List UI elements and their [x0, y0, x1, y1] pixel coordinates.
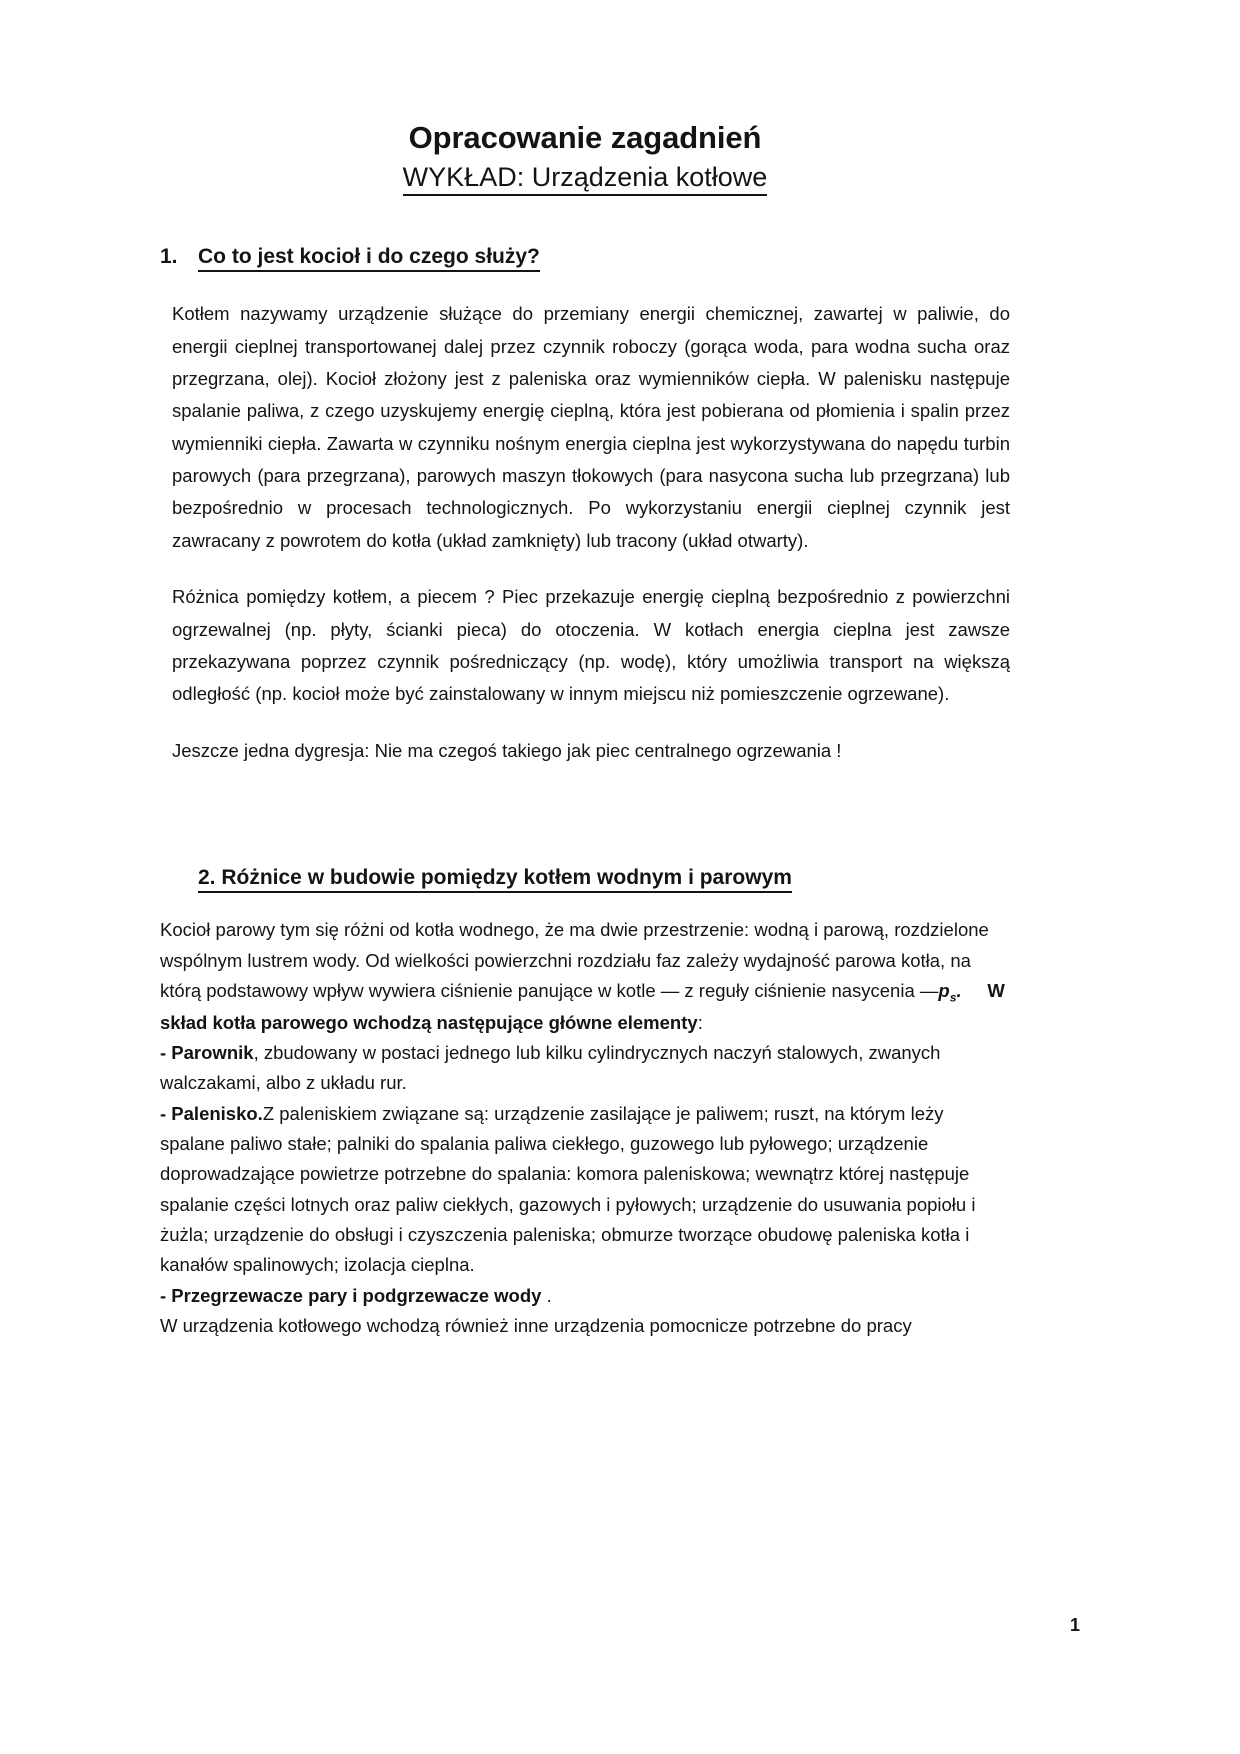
pressure-symbol-period: . — [956, 979, 962, 1001]
section-1-heading — [160, 244, 1010, 272]
pressure-symbol-letter: p — [938, 979, 950, 1001]
list-item-parownik-text: , zbudowany w postaci jednego lub kilku cylindrycznych naczyń stalowych, zwanych walczakami, albo z układu rur. — [160, 1041, 941, 1094]
page-title: Opracowanie zagadnień — [408, 120, 762, 155]
list-item-przegrzewacze-text: . — [541, 1284, 552, 1306]
section-1-paragraph-2: Różnica pomiędzy kotłem, a piecem ? Piec przekazuje energię cieplną bezpośrednio z powierzchni ogrzewalnej (np. płyty, ścianki pieca) do otoczenia. W kotłach energia cieplna jest zawsze przekazywana poprzez czynnik pośredniczący (np. wodę), który umożliwia transport na większą odległość (np. kocioł może być zainstalowany w innym miejscu niż pomieszczenie ogrzewane). — [172, 586, 1010, 705]
page-subtitle: WYKŁAD: Urządzenia kotłowe — [403, 161, 768, 196]
section-spacer — [160, 791, 1010, 865]
pressure-symbol — [938, 979, 962, 1005]
page-subtitle-wrapper — [160, 161, 1010, 196]
section-1-heading-text: Co to jest kocioł i do czego służy? — [198, 244, 540, 272]
section-2-heading — [160, 865, 1010, 893]
section-2-intro-text: Kocioł parowy tym się różni od kotła wodnego, że ma dwie przestrzenie: wodną i parową, rozdzielone wspólnym lustrem wody. Od wielkości powierzchni rozdziału faz zależy wydajność parowa kotła, na którą podstawowy wpływ wywiera ciśnienie panujące w kotle — z reguły ciśnienie nasycenia — — [160, 919, 989, 1001]
section-1-paragraph-1: Kotłem nazywamy urządzenie służące do przemiany energii chemicznej, zawartej w paliwie, do energii cieplnej transportowanej dalej przez czynnik roboczy (gorąca woda, para wodna sucha oraz przegrzana, olej). Kocioł złożony jest z paleniska oraz wymienników ciepła. W palenisku następuje spalanie paliwa, z czego uzyskujemy energię cieplną, która jest pobierana od płomienia i spalin przez wymienniki ciepła. Zawarta w czynniku nośnym energia cieplna jest wykorzystywana do napędu turbin parowych (para przegrzana), parowych maszyn tłokowych (para nasycona sucha lub przegrzana) lub bezpośrednio w procesach technologicznych. Po wykorzystaniu energii cieplnej czynnik jest zawracany z powrotem do kotła (układ zamknięty) lub tracony (układ otwarty). — [172, 303, 1010, 551]
section-2-intro-bold: W skład kotła parowego wchodzą następujące główne elementy — [160, 979, 1005, 1033]
page-number: 1 — [1069, 1615, 1080, 1635]
list-item-parownik-label: - Parownik — [160, 1041, 254, 1063]
pressure-symbol-subscript: s — [949, 990, 957, 1005]
section-2-closing: W urządzenia kotłowego wchodzą również inne urządzenia pomocnicze potrzebne do pracy — [160, 1314, 912, 1336]
list-item-palenisko-text: Z paleniskiem związane są: urządzenie zasilające je paliwem; ruszt, na którym leży spalane paliwo stałe; palniki do spalania paliwa ciekłego, guzowego lub pyłowego; urządzenie doprowadzające powietrze potrzebne do spalania: komora paleniskowa; wewnątrz której następuje spalanie części lotnych oraz paliw ciekłych, gazowych i pyłowych; urządzenie do usuwania popiołu i żużla; urządzenie do obsługi i czyszczenia paleniska; obmurze tworzące obudowę paleniska kotła i kanałów spalinowych; izolacja cieplna. — [160, 1102, 976, 1276]
list-item-parownik — [160, 1038, 1010, 1099]
list-item-przegrzewacze — [160, 1281, 1010, 1311]
section-2-intro-colon: : — [697, 1011, 703, 1033]
section-2-body — [160, 915, 1010, 1341]
section-1-paragraph-3: Jeszcze jedna dygresja: Nie ma czegoś takiego jak piec centralnego ogrzewania ! — [172, 739, 842, 761]
section-2-heading-text: 2. Różnice w budowie pomiędzy kotłem wodnym i parowym — [198, 865, 792, 893]
section-2-intro — [160, 915, 1010, 1038]
section-1-number: 1. — [160, 244, 178, 268]
list-item-przegrzewacze-label: - Przegrzewacze pary i podgrzewacze wody — [160, 1284, 542, 1306]
list-item-palenisko — [160, 1099, 1010, 1281]
list-item-palenisko-label: - Palenisko. — [160, 1102, 263, 1124]
document-content — [160, 120, 1010, 1341]
